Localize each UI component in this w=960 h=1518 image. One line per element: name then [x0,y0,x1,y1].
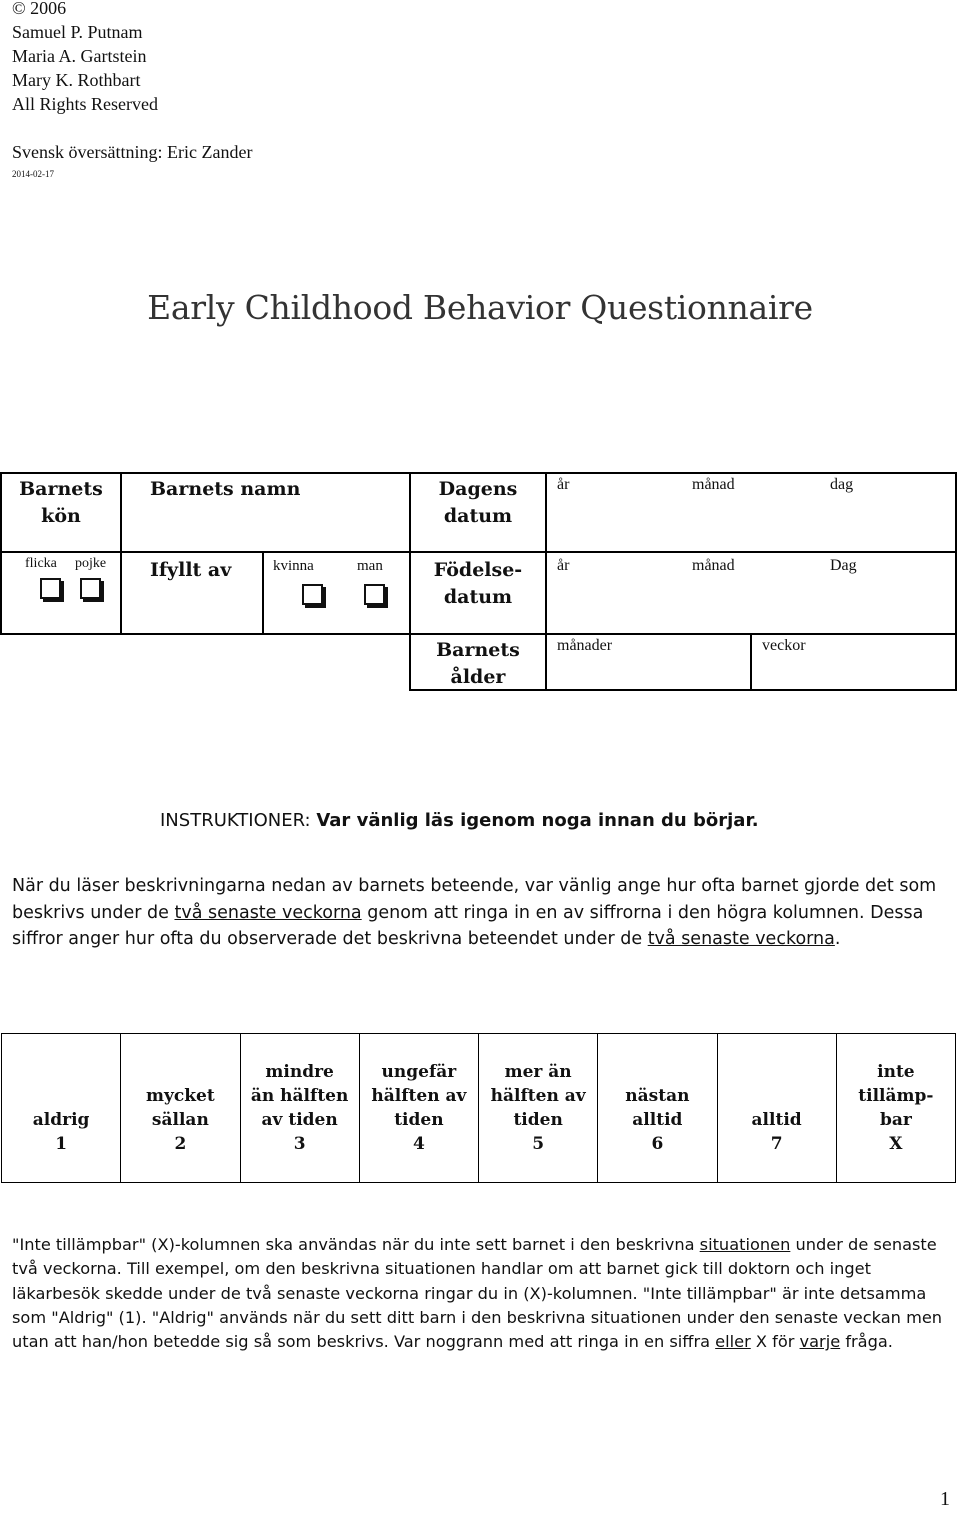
age-months-label: månader [557,637,613,654]
note-text: X för [750,1332,800,1352]
scale-option [598,1034,717,1182]
instructions-label: INSTRUKTIONER: [160,810,317,831]
scale-label: hälften av [371,1086,467,1106]
birth-date-label: Födelse- [433,559,523,581]
note-text: fråga. [840,1332,893,1352]
scale-label: mindre [265,1062,334,1082]
scale-option [718,1034,837,1182]
child-name-label: Barnets namn [150,478,301,500]
girl-label: flicka [25,556,57,571]
child-age-label: ålder [450,666,506,688]
woman-checkbox[interactable] [302,584,323,605]
note-underline: varje [799,1332,841,1352]
not-applicable-note [12,1233,947,1354]
child-sex-label: Barnets [19,478,103,500]
scale-label: hälften av [490,1086,586,1106]
scale-option [2,1034,121,1182]
scale-label: mer än [504,1062,572,1082]
instructions-text: . [834,929,841,949]
child-age-label: Barnets [436,639,520,661]
copyright-line: Samuel P. Putnam [12,22,143,42]
note-underline: eller [715,1332,751,1352]
note-underline: situationen [699,1235,791,1254]
page-title: Early Childhood Behavior Questionnaire [147,288,813,327]
scale-number: 7 [770,1134,783,1154]
woman-label: kvinna [273,558,314,574]
translation-credit: Svensk översättning: Eric Zander [12,142,253,162]
response-scale [1,1033,956,1183]
instructions-text: genom att ringa in en av siffrorna i den högra kolumnen. Dessa siffror anger hur ofta du observerade det beskrivna beteendet under de [12,902,924,949]
scale-label: än hälften [250,1086,349,1106]
instructions-underline: två senaste veckorna [647,929,835,949]
instructions-underline: två senaste veckorna [174,902,362,923]
scale-label: ungefär [381,1062,457,1082]
copyright-line: Maria A. Gartstein [12,46,147,66]
birth-date-label: datum [443,586,513,608]
instructions-paragraph [12,873,942,953]
copyright-line: © 2006 [12,0,67,18]
todays-date-month: månad [692,476,735,493]
man-checkbox[interactable] [364,584,385,605]
scale-label: sällan [151,1110,209,1130]
todays-date-label: datum [443,505,513,527]
scale-option [479,1034,598,1182]
scale-number: 6 [651,1134,664,1154]
note-text: under de senaste två veckorna. Till exempel, om den beskrivna situationen handlar om att barnet gick till doktorn och inget läkarbesök skedde under de två senaste veckorna ringar du in (X)-kolumnen. "Inte tillämpbar" är inte detsamma som "Aldrig" (1). "Aldrig" används när du sett ditt barn i den beskrivna situationen under den senaste veckan men utan att han/hon betedde sig så som beskrivs. Var noggrann med att ringa in en siffra [12,1235,943,1352]
copyright-line: All Rights Reserved [12,94,158,114]
translation-date: 2014-02-17 [12,169,54,179]
copyright-line: Mary K. Rothbart [12,70,141,90]
scale-option [837,1034,955,1182]
scale-number: 3 [293,1134,306,1154]
scale-label: mycket [146,1086,215,1106]
scale-option [121,1034,240,1182]
page-number: 1 [940,1488,950,1510]
filled-by-label: Ifyllt av [150,559,232,581]
scale-number: 2 [174,1134,187,1154]
birth-date-year: år [557,557,570,574]
scale-label: bar [879,1110,912,1130]
todays-date-label: Dagens [438,478,518,500]
scale-label: aldrig [32,1110,90,1130]
todays-date-year: år [557,476,570,493]
note-text: "Inte tillämpbar" (X)-kolumnen ska användas när du inte sett barnet i den beskrivna [12,1235,700,1254]
scale-number: 5 [532,1134,545,1154]
instructions-heading [160,810,759,831]
scale-label: tiden [394,1110,444,1130]
scale-number: X [889,1134,903,1154]
birth-date-day: Dag [830,557,857,574]
todays-date-day: dag [830,476,854,493]
child-sex-label: kön [41,505,81,527]
scale-option [241,1034,360,1182]
scale-number: 4 [412,1134,425,1154]
scale-label: alltid [632,1110,683,1130]
scale-label: av tiden [261,1110,338,1130]
scale-option [360,1034,479,1182]
boy-label: pojke [75,556,107,571]
scale-label: inte [877,1062,915,1082]
instructions-bold: Var vänlig läs igenom noga innan du börjar. [316,810,759,831]
scale-label: tiden [513,1110,563,1130]
scale-label: nästan [625,1086,690,1106]
girl-checkbox[interactable] [40,578,61,599]
instructions-text: När du läser beskrivningarna nedan av barnets beteende, var vänlig ange hur ofta barnet gjorde det som beskrivs under de [12,876,937,923]
copyright-block [12,0,252,180]
boy-checkbox[interactable] [80,578,101,599]
scale-label: alltid [751,1110,802,1130]
scale-number: 1 [55,1134,68,1154]
scale-label: tillämp- [858,1086,934,1106]
age-weeks-label: veckor [762,637,806,654]
birth-date-month: månad [692,557,735,574]
man-label: man [357,558,383,574]
